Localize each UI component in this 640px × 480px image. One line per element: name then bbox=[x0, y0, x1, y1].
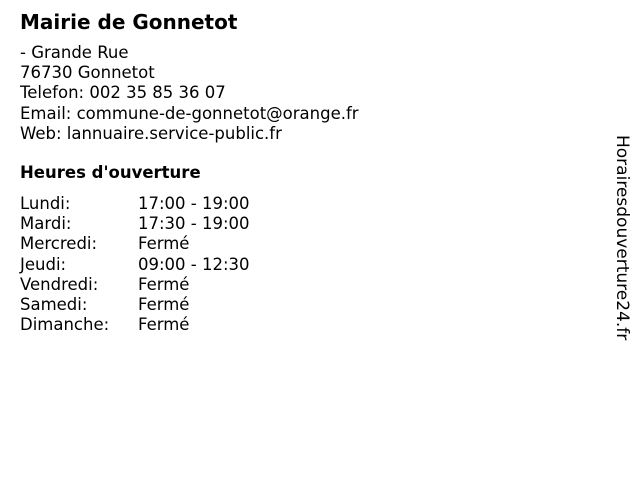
hours-row-monday bbox=[20, 194, 250, 214]
hours-row-saturday bbox=[20, 295, 250, 315]
day-label: Samedi: bbox=[20, 295, 88, 315]
hours-row-thursday bbox=[20, 255, 250, 275]
day-label: Mardi: bbox=[20, 214, 72, 234]
day-label: Dimanche: bbox=[20, 315, 110, 335]
opening-hours-table bbox=[20, 194, 250, 335]
postal-city: 76730 Gonnetot bbox=[20, 63, 155, 83]
time-value: Fermé bbox=[138, 315, 190, 335]
time-value: 17:30 - 19:00 bbox=[138, 214, 250, 234]
time-value: 17:00 - 19:00 bbox=[138, 194, 250, 213]
time-value: Fermé bbox=[138, 234, 190, 254]
street-address: - Grande Rue bbox=[20, 43, 129, 62]
opening-hours-heading: Heures d'ouverture bbox=[20, 163, 201, 182]
phone-line: Telefon: 002 35 85 36 07 bbox=[20, 83, 226, 103]
website-line: Web: lannuaire.service-public.fr bbox=[20, 123, 282, 143]
day-label: Mercredi: bbox=[20, 234, 98, 254]
time-value: Fermé bbox=[138, 295, 190, 315]
email-line: Email: commune-de-gonnetot@orange.fr bbox=[20, 103, 359, 123]
site-watermark: Horairesdouverture24.fr bbox=[612, 135, 632, 341]
time-value: 09:00 - 12:30 bbox=[138, 254, 250, 274]
day-label: Vendredi: bbox=[20, 274, 99, 294]
hours-row-sunday bbox=[20, 315, 250, 335]
time-value: Fermé bbox=[138, 274, 190, 294]
page-title: Mairie de Gonnetot bbox=[20, 10, 238, 34]
hours-row-friday bbox=[20, 275, 250, 295]
address-block bbox=[20, 43, 359, 144]
day-label: Lundi: bbox=[20, 194, 71, 213]
hours-row-tuesday bbox=[20, 214, 250, 234]
hours-row-wednesday bbox=[20, 234, 250, 254]
day-label: Jeudi: bbox=[20, 254, 67, 274]
